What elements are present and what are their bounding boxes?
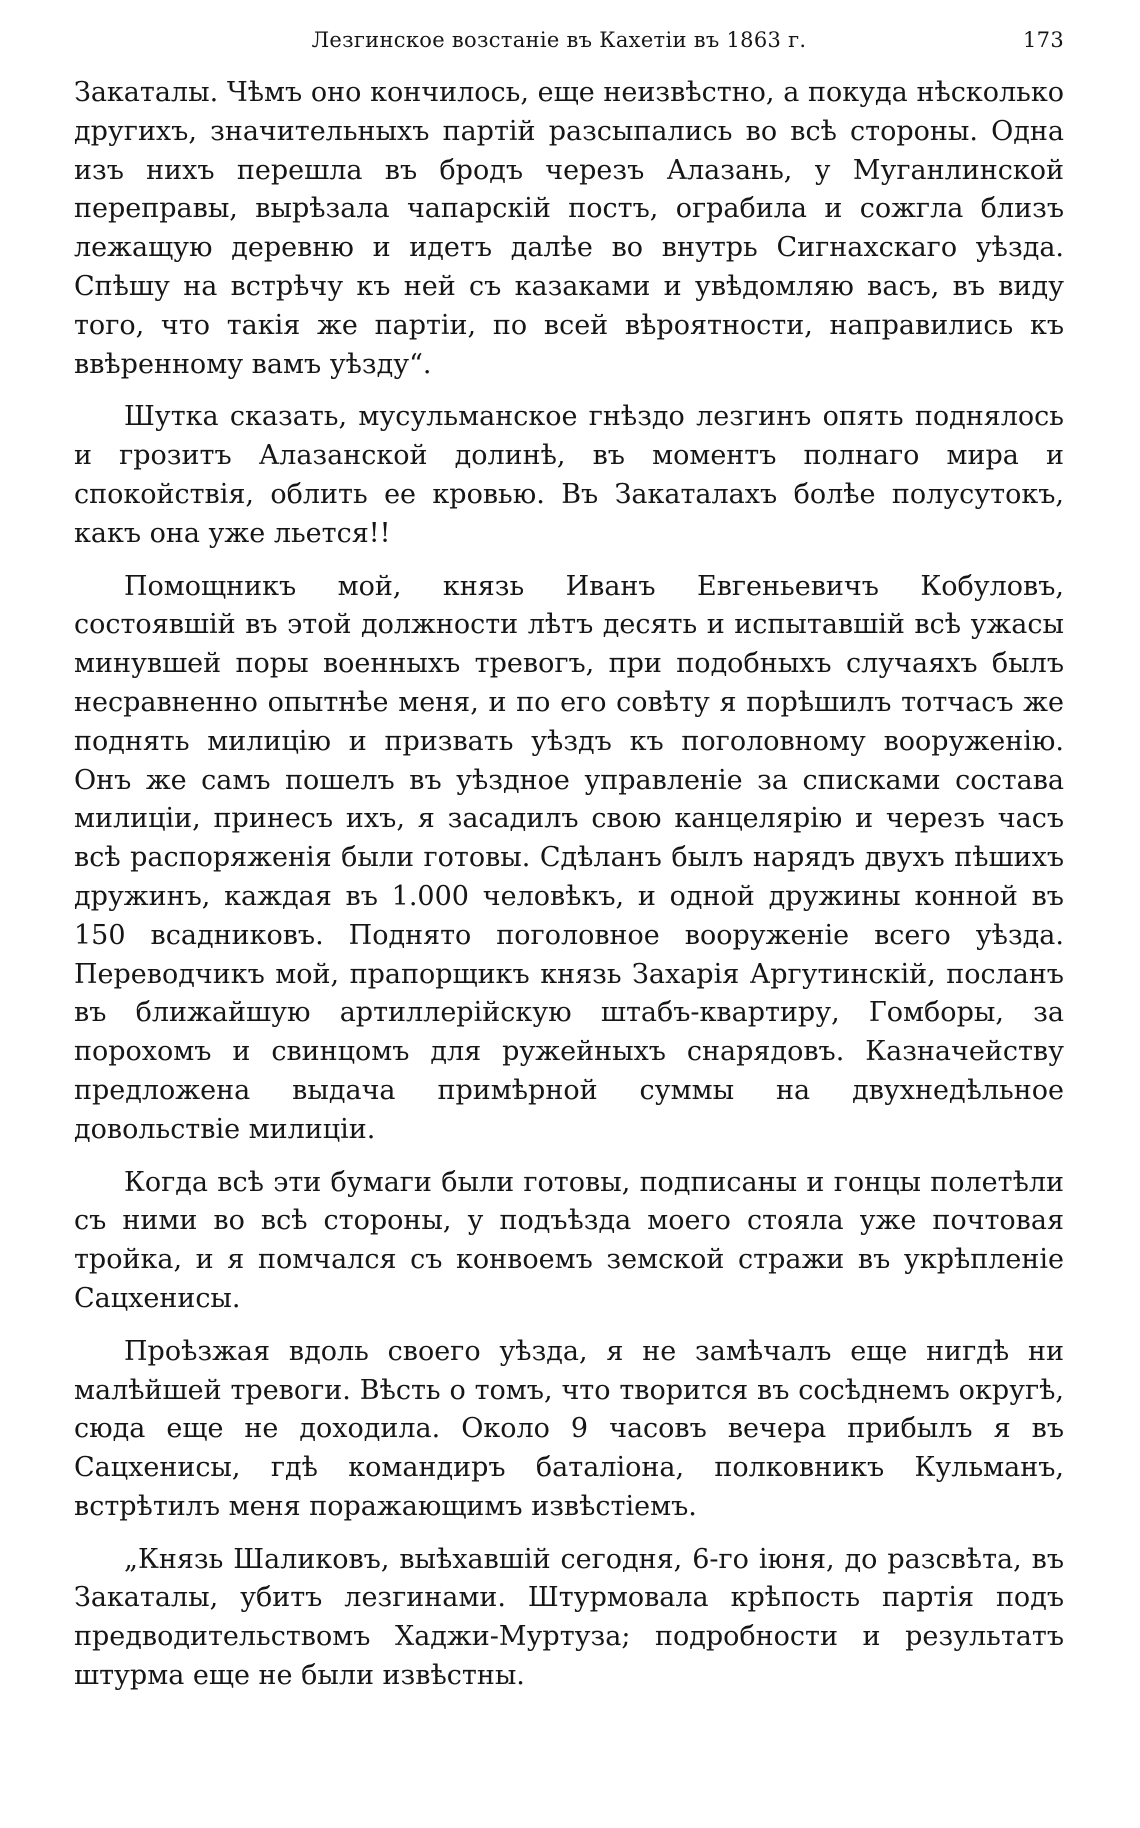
running-header: [74, 28, 1064, 52]
book-page: [74, 28, 1064, 1710]
paragraph-4: Когда всѣ эти бумаги были готовы, подписаны и гонцы полетѣли съ ними во всѣ стороны, у подъѣзда моего стояла уже почтовая тройка, и я помчался съ конвоемъ земской стражи въ укрѣпленіе Сацхенисы.: [74, 1166, 1064, 1314]
paragraph-2: Шутка сказать, мусульманское гнѣздо лезгинъ опять поднялось и грозитъ Алазанской долинѣ, въ моментъ полнаго мира и спокойствія, облить ее кровью. Въ Закаталахъ болѣе полусутокъ, какъ она уже льется!!: [74, 401, 1064, 549]
running-title: Лезгинское возстаніе въ Кахетіи въ 1863 г.: [311, 28, 807, 52]
paragraph-1: Закаталы. Чѣмъ оно кончилось, еще неизвѣстно, а покуда нѣсколько другихъ, значительныхъ партій разсыпались во всѣ стороны. Одна изъ нихъ перешла въ бродъ черезъ Алазань, у Муганлинской переправы, вырѣзала чапарскій постъ, ограбила и сожгла близъ лежащую деревню и идетъ далѣе во внутрь Сигнахскаго уѣзда. Спѣшу на встрѣчу къ ней съ казаками и увѣдомляю васъ, въ виду того, что такія же партіи, по всей вѣроятности, направились къ ввѣренному вамъ уѣзду“.: [74, 77, 1064, 380]
body-text: [74, 74, 1064, 1696]
paragraph-6: „Князь Шаликовъ, выѣхавшій сегодня, 6-го іюня, до разсвѣта, въ Закаталы, убитъ лезгинами. Штурмовала крѣпость партія подъ предводительствомъ Хаджи-Муртуза; подробности и результатъ штурма еще не были извѣстны.: [74, 1543, 1064, 1692]
paragraph-5: Проѣзжая вдоль своего уѣзда, я не замѣчалъ еще нигдѣ ни малѣйшей тревоги. Вѣсть о томъ, что творится въ сосѣднемъ округѣ, сюда еще не доходила. Около 9 часовъ вечера прибылъ я въ Сацхенисы, гдѣ командиръ баталіона, полковникъ Кульманъ, встрѣтилъ меня поражающимъ извѣстіемъ.: [74, 1335, 1064, 1522]
page-number: 173: [1023, 28, 1064, 52]
paragraph-3: Помощникъ мой, князь Иванъ Евгеньевичъ Кобуловъ, состоявшій въ этой должности лѣтъ десять и испытавшій всѣ ужасы минувшей поры военныхъ тревогъ, при подобныхъ случаяхъ былъ несравненно опытнѣе меня, и по его совѣту я порѣшилъ тотчасъ же поднять милицію и призвать уѣздъ къ поголовному вооруженію. Онъ же самъ пошелъ въ уѣздное управленіе за списками состава милиціи, принесъ ихъ, я засадилъ свою канцелярію и черезъ часъ всѣ распоряженія были готовы. Сдѣланъ былъ нарядъ двухъ пѣшихъ дружинъ, каждая въ 1.000 человѣкъ, и одной дружины конной въ 150 всадниковъ. Поднято поголовное вооруженіе всего уѣзда. Переводчикъ мой, прапорщикъ князь Захарія Аргутинскій, посланъ въ ближайшую артиллерійскую штабъ-квартиру, Гомборы, за порохомъ и свинцомъ для ружейныхъ снарядовъ. Казначейству предложена выдача примѣрной суммы на двухнедѣльное довольствіе милиціи.: [74, 570, 1064, 1145]
